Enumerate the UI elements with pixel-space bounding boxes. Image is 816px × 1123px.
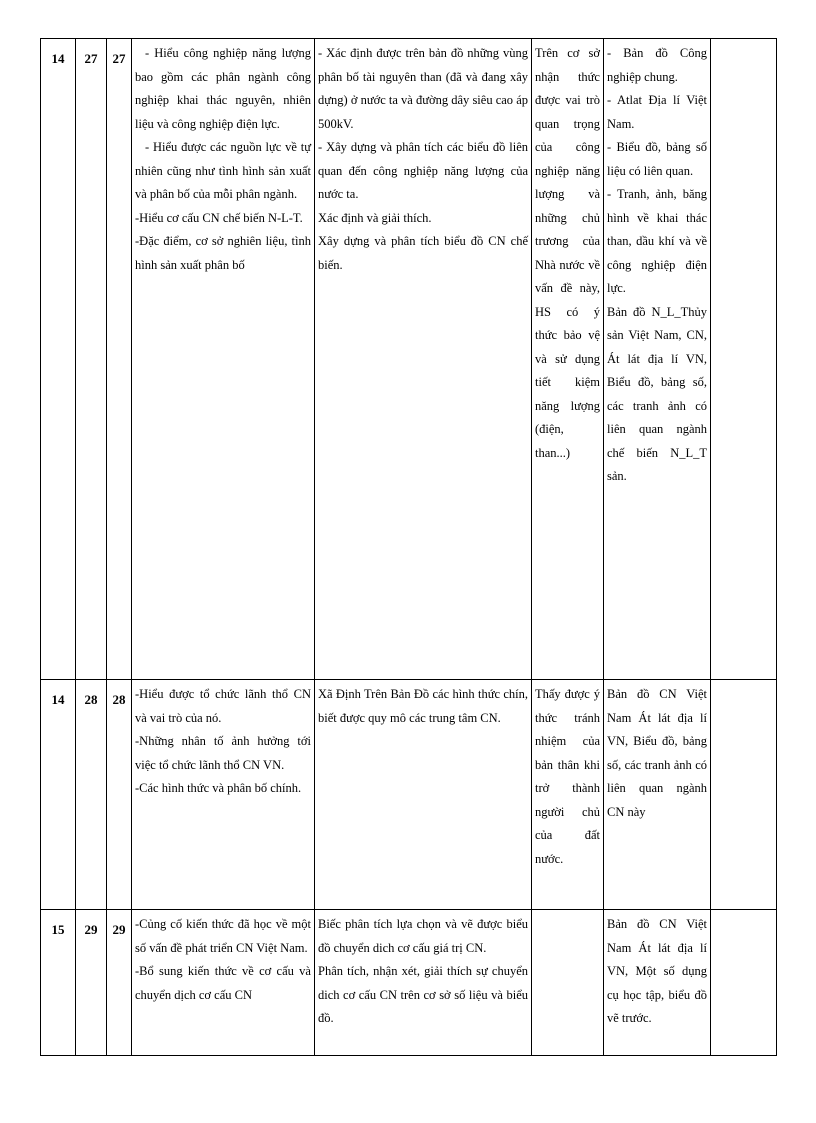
materials-cell	[604, 39, 711, 680]
table-row	[41, 910, 777, 1056]
knowledge-cell	[132, 39, 315, 680]
table-row	[41, 39, 777, 680]
materials-item: Bản đồ CN Việt Nam Át lát địa lí VN, Một số dụng cụ học tập, biểu đồ vẽ trước.	[607, 917, 707, 1025]
skills-item: Biếc phân tích lựa chọn và vẽ được biểu đồ chuyển dich cơ cấu giá trị CN.	[318, 917, 528, 955]
week-cell: 15	[41, 910, 76, 1056]
attitude-item: Trên cơ sở nhận thức được vai trò quan trọng của công nghiệp năng lượng và những chủ trương của Nhà nước về vấn đề này, HS có ý thức bảo vệ và sử dụng tiết kiệm năng lượng (điện, than...)	[535, 46, 600, 460]
materials-cell	[604, 680, 711, 910]
attitude-item: Thấy được ý thức tránh nhiệm của bản thân khi trở thành người chủ của đất nước.	[535, 687, 600, 866]
knowledge-item: -Hiểu cơ cấu CN chế biến N-L-T.	[135, 210, 303, 225]
period-cell: 27	[107, 39, 132, 680]
lesson-cell: 28	[76, 680, 107, 910]
skills-item: - Xây dựng và phân tích các biểu đồ liên quan đến công nghiệp năng lượng của nước ta.	[318, 140, 528, 201]
lesson-cell: 27	[76, 39, 107, 680]
skills-item: Phân tích, nhận xét, giải thích sự chuyển dich cơ cấu CN trên cơ sở số liệu và biểu đồ.	[318, 964, 528, 1025]
knowledge-item: -Các hình thức và phân bố chính.	[135, 781, 302, 795]
knowledge-item: -Đặc điểm, cơ sở nghiên liệu, tình hình sản xuất phân bố	[135, 234, 311, 272]
skills-item: Xây dựng và phân tích biểu đồ CN chế biến.	[318, 234, 528, 272]
attitude-cell	[532, 910, 604, 1056]
period-cell: 28	[107, 680, 132, 910]
materials-item: - Tranh, ảnh, băng hình về khai thác than, dầu khí và về công nghiệp điện lực.	[607, 187, 707, 295]
week-cell: 14	[41, 39, 76, 680]
skills-item: Xác định và giải thích.	[318, 210, 432, 225]
lesson-cell: 29	[76, 910, 107, 1056]
week-cell: 14	[41, 680, 76, 910]
notes-cell	[711, 39, 777, 680]
table-row	[41, 680, 777, 910]
skills-item: Xã Định Trên Bản Đồ các hình thức chín, biết được quy mô các trung tâm CN.	[318, 687, 528, 725]
materials-item: Bản đồ N_L_Thủy sản Việt Nam, CN, Át lát địa lí VN, Biểu đồ, bảng số, các tranh ảnh có liên quan ngành chế biến N_L_T sản.	[607, 304, 707, 483]
knowledge-item: -Hiểu được tổ chức lãnh thổ CN và vai trò của nó.	[135, 687, 311, 725]
materials-item: - Atlat Địa lí Việt Nam.	[607, 93, 707, 131]
notes-cell	[711, 910, 777, 1056]
document-page	[40, 38, 776, 1056]
knowledge-cell	[132, 680, 315, 910]
skills-cell	[315, 910, 532, 1056]
knowledge-cell	[132, 910, 315, 1056]
attitude-cell	[532, 680, 604, 910]
knowledge-item: - Hiểu công nghiệp năng lượng bao gồm các phân ngành công nghiệp khai thác nguyên, nhiên liệu và công nghiệp điện lực.	[135, 46, 311, 131]
period-cell: 29	[107, 910, 132, 1056]
knowledge-item: -Củng cố kiến thức đã học về một số vấn đề phát triển CN Việt Nam.	[135, 917, 311, 955]
materials-cell	[604, 910, 711, 1056]
notes-cell	[711, 680, 777, 910]
skills-cell	[315, 39, 532, 680]
skills-cell	[315, 680, 532, 910]
attitude-cell	[532, 39, 604, 680]
materials-item: Bản đồ CN Việt Nam Át lát địa lí VN, Biểu đồ, bảng số, các tranh ảnh có liên quan ngành CN này	[607, 687, 707, 819]
curriculum-table	[40, 38, 777, 1056]
knowledge-item: -Những nhân tố ảnh hưởng tới việc tổ chức lãnh thổ CN VN.	[135, 734, 311, 772]
materials-item: - Bản đồ Công nghiệp chung.	[607, 46, 707, 84]
skills-item: - Xác định được trên bản đồ những vùng phân bố tài nguyên than (đã và đang xây dựng) ở nước ta và đường dây siêu cao áp 500kV.	[318, 46, 528, 131]
knowledge-item: -Bổ sung kiến thức về cơ cấu và chuyển dịch cơ cấu CN	[135, 964, 311, 1002]
knowledge-item: - Hiểu được các nguồn lực về tự nhiên cũng như tình hình sản xuất và phân bố của mỗi phân ngành.	[135, 140, 311, 201]
materials-item: - Biểu đồ, bảng số liệu có liên quan.	[607, 140, 707, 178]
